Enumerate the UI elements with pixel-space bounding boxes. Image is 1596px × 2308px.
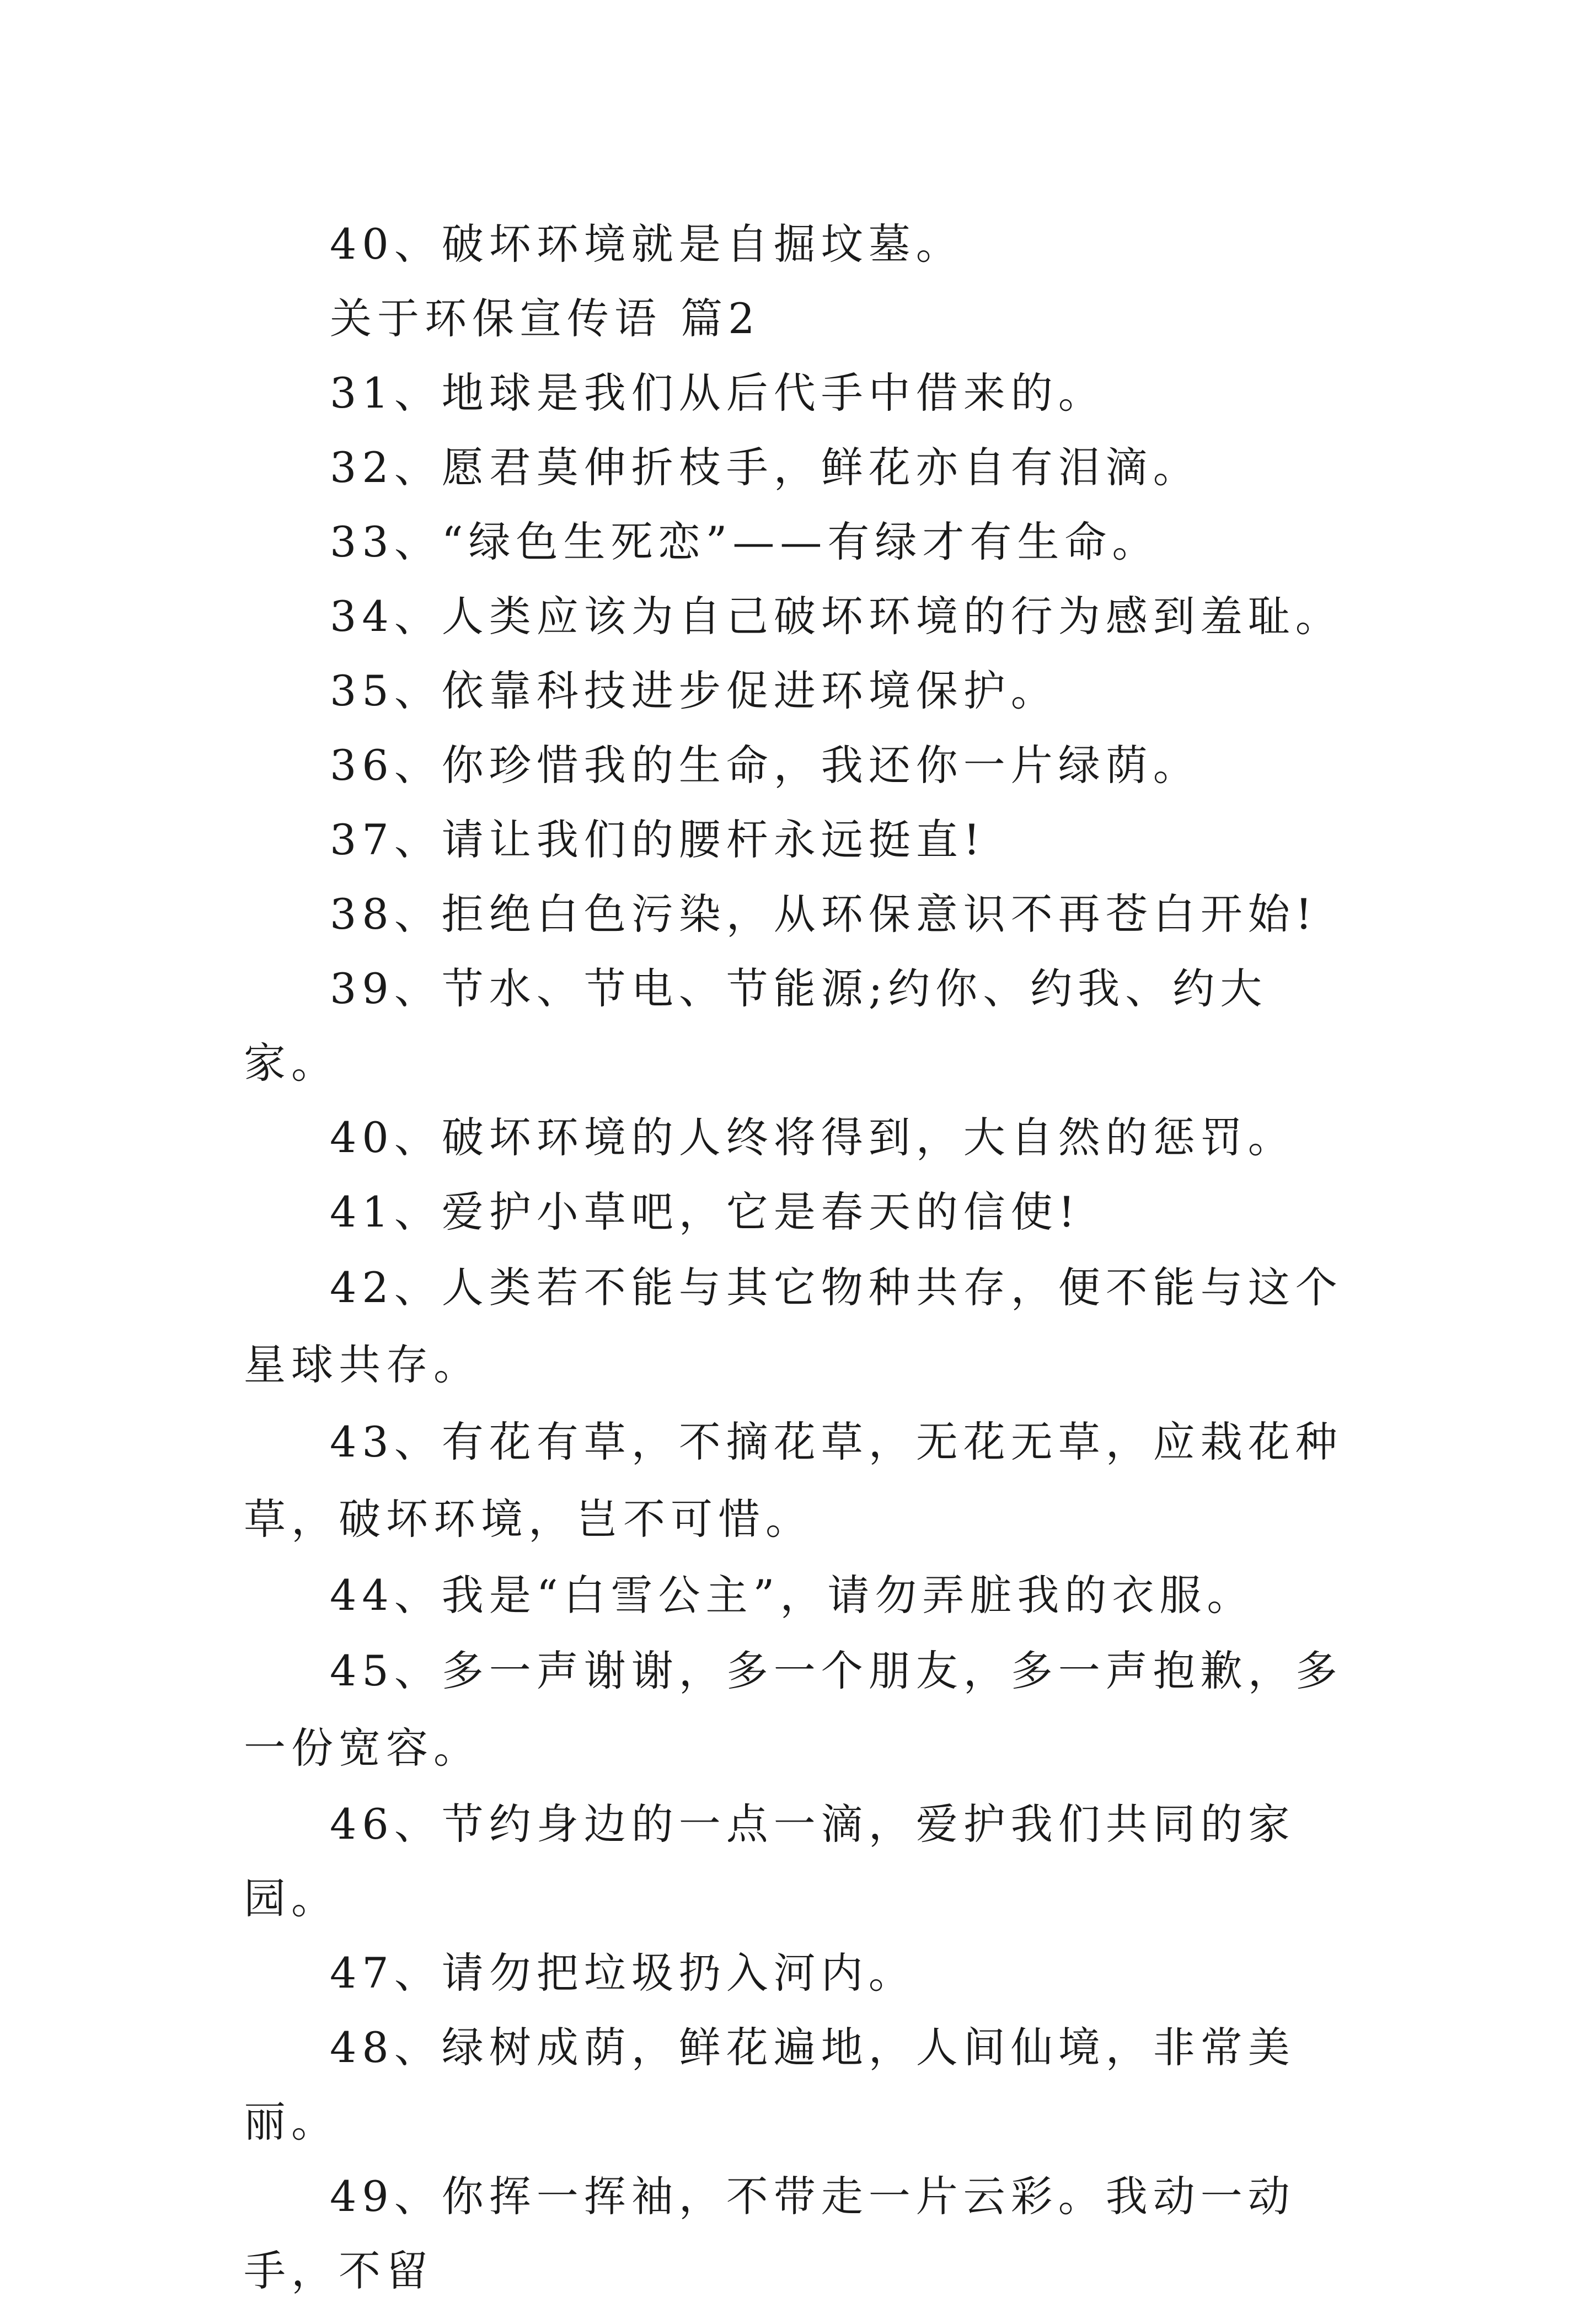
text-line-45: 45、多一声谢谢，多一个朋友，多一声抱歉，多一份宽容。 <box>244 1646 1343 1772</box>
text-line-31: 31、地球是我们从后代手中借来的。 <box>330 368 1106 417</box>
text-line-48: 48、绿树成荫，鲜花遍地，人间仙境，非常美丽。 <box>244 2023 1295 2146</box>
document-body <box>244 207 1358 2308</box>
text-line-41: 41、爱护小草吧，它是春天的信使! <box>330 1187 1081 1236</box>
section-heading: 关于环保宣传语 篇2 <box>330 294 760 343</box>
text-line-37: 37、请让我们的腰杆永远挺直! <box>330 815 986 864</box>
text-line-1: 40、破坏环境就是自掘坟墓。 <box>330 219 963 269</box>
text-line-35: 35、依靠科技进步促进环境保护。 <box>330 666 1058 715</box>
text-line-49: 49、你挥一挥袖，不带走一片云彩。我动一动手，不留 <box>244 2172 1295 2295</box>
text-line-46: 46、节约身边的一点一滴，爱护我们共同的家园。 <box>244 1800 1295 1923</box>
text-line-36: 36、你珍惜我的生命，我还你一片绿荫。 <box>330 741 1201 790</box>
text-line-38: 38、拒绝白色污染，从环保意识不再苍白开始! <box>330 890 1318 939</box>
text-line-32: 32、愿君莫伸折枝手，鲜花亦自有泪滴。 <box>330 443 1201 492</box>
text-line-39: 39、节水、节电、节能源;约你、约我、约大家。 <box>244 964 1268 1088</box>
text-line-47: 47、请勿把垃圾扔入河内。 <box>330 1948 916 1998</box>
text-line-42: 42、人类若不能与其它物种共存，便不能与这个星球共存。 <box>244 1263 1343 1389</box>
text-line-33: 33、“绿色生死恋”——有绿才有生命。 <box>330 517 1160 566</box>
text-line-44: 44、我是“白雪公主”，请勿弄脏我的衣服。 <box>330 1571 1255 1620</box>
text-line-43: 43、有花有草，不摘花草，无花无草，应栽花种草，破坏环境，岂不可惜。 <box>244 1417 1343 1544</box>
text-line-34: 34、人类应该为自己破坏环境的行为感到羞耻。 <box>330 592 1343 641</box>
text-line-40: 40、破坏环境的人终将得到，大自然的惩罚。 <box>330 1113 1295 1162</box>
